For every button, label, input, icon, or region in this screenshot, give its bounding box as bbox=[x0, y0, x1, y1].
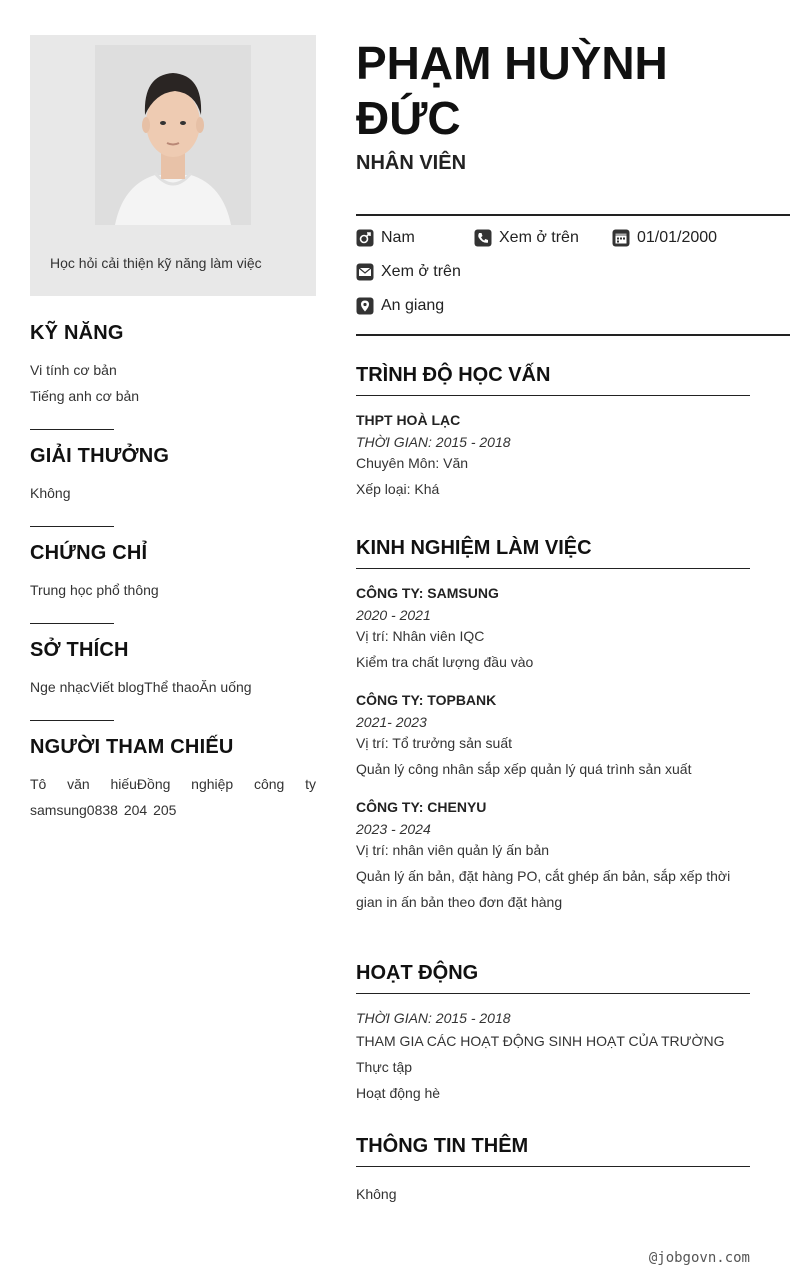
references-section bbox=[30, 736, 316, 823]
awards-section bbox=[30, 445, 316, 506]
hobbies-title: SỞ THÍCH bbox=[30, 639, 129, 661]
job-description: Quản lý công nhân sắp xếp quản lý quá trình sản xuất bbox=[356, 761, 692, 777]
job-description: Kiểm tra chất lượng đầu vào bbox=[356, 654, 534, 670]
education-title: TRÌNH ĐỘ HỌC VẤN bbox=[356, 364, 750, 396]
location-pin-icon bbox=[356, 297, 374, 315]
hobbies-text: Nge nhạcViết blogThể thaoĂn uống bbox=[30, 679, 252, 695]
activity-item: Hoạt động hè bbox=[356, 1085, 441, 1101]
contact-birthday bbox=[612, 229, 717, 247]
section-divider bbox=[30, 526, 114, 527]
profile-photo bbox=[95, 45, 251, 225]
certificates-text: Trung học phổ thông bbox=[30, 582, 159, 598]
full-name: PHẠM HUỲNH ĐỨC bbox=[356, 37, 668, 144]
section-divider bbox=[30, 429, 114, 430]
job-time: 2021- 2023 bbox=[356, 714, 427, 730]
skill-item: Tiếng anh cơ bản bbox=[30, 388, 140, 404]
gender-value: Nam bbox=[381, 229, 415, 246]
awards-text: Không bbox=[30, 485, 71, 501]
job-role: Vị trí: nhân viên quản lý ấn bản bbox=[356, 842, 550, 858]
contact-email bbox=[356, 263, 461, 281]
experience-section bbox=[356, 537, 750, 915]
career-objective: Học hỏi cải thiện kỹ năng làm việc bbox=[50, 255, 262, 271]
job-entry bbox=[356, 585, 750, 675]
job-description: Quản lý ấn bản, đặt hàng PO, cắt ghép ấn bản, sắp xếp thời gian in ấn bản theo đơn đặt hàng bbox=[356, 868, 731, 910]
job-position: NHÂN VIÊN bbox=[356, 152, 467, 174]
education-section bbox=[356, 364, 750, 502]
education-major: Chuyên Môn: Văn bbox=[356, 455, 469, 471]
job-role: Vị trí: Tổ trưởng sản suất bbox=[356, 735, 513, 751]
phone-value: Xem ở trên bbox=[499, 229, 579, 246]
school-name: THPT HOÀ LẠC bbox=[356, 412, 461, 428]
skills-title: KỸ NĂNG bbox=[30, 322, 124, 344]
calendar-icon bbox=[612, 229, 630, 247]
section-divider bbox=[30, 720, 114, 721]
activity-item: Thực tập bbox=[356, 1059, 413, 1075]
experience-title: KINH NGHIỆM LÀM VIỆC bbox=[356, 537, 750, 569]
awards-title: GIẢI THƯỞNG bbox=[30, 445, 170, 467]
gender-icon bbox=[356, 229, 374, 247]
profile-box bbox=[30, 35, 316, 296]
header-divider bbox=[356, 214, 790, 216]
additional-info-section bbox=[356, 1135, 750, 1207]
references-title: NGƯỜI THAM CHIẾU bbox=[30, 736, 234, 758]
education-time: THỜI GIAN: 2015 - 2018 bbox=[356, 434, 511, 450]
job-time: 2020 - 2021 bbox=[356, 607, 431, 623]
certificates-section bbox=[30, 542, 316, 603]
activities-title: HOẠT ĐỘNG bbox=[356, 962, 750, 994]
education-rank: Xếp loại: Khá bbox=[356, 481, 440, 497]
job-role: Vị trí: Nhân viên IQC bbox=[356, 628, 485, 644]
phone-icon bbox=[474, 229, 492, 247]
left-column bbox=[30, 35, 316, 818]
contact-phone bbox=[474, 229, 579, 247]
activities-time: THỜI GIAN: 2015 - 2018 bbox=[356, 1010, 511, 1026]
watermark: @jobgovn.com bbox=[648, 1250, 750, 1266]
contact-address bbox=[356, 297, 444, 315]
references-text: Tô văn hiếuĐồng nghiệp công ty samsung0838 204 205 bbox=[30, 776, 316, 818]
birthday-value: 01/01/2000 bbox=[637, 229, 718, 246]
email-value: Xem ở trên bbox=[381, 263, 461, 280]
header-divider bbox=[356, 334, 790, 336]
job-time: 2023 - 2024 bbox=[356, 821, 431, 837]
activities-section bbox=[356, 962, 750, 1106]
email-icon bbox=[356, 263, 374, 281]
skill-item: Vi tính cơ bản bbox=[30, 362, 117, 378]
job-company: CÔNG TY: SAMSUNG bbox=[356, 585, 499, 601]
certificates-title: CHỨNG CHỈ bbox=[30, 542, 148, 564]
contact-gender bbox=[356, 229, 415, 247]
job-company: CÔNG TY: CHENYU bbox=[356, 799, 487, 815]
job-company: CÔNG TY: TOPBANK bbox=[356, 692, 497, 708]
address-value: An giang bbox=[381, 297, 445, 314]
hobbies-section bbox=[30, 639, 316, 700]
skills-section bbox=[30, 322, 316, 409]
additional-info-text: Không bbox=[356, 1186, 397, 1202]
additional-info-title: THÔNG TIN THÊM bbox=[356, 1135, 750, 1167]
section-divider bbox=[30, 623, 114, 624]
activity-name: THAM GIA CÁC HOẠT ĐỘNG SINH HOẠT CỦA TRƯỜNG bbox=[356, 1033, 725, 1049]
job-entry bbox=[356, 692, 750, 782]
job-entry bbox=[356, 799, 750, 915]
